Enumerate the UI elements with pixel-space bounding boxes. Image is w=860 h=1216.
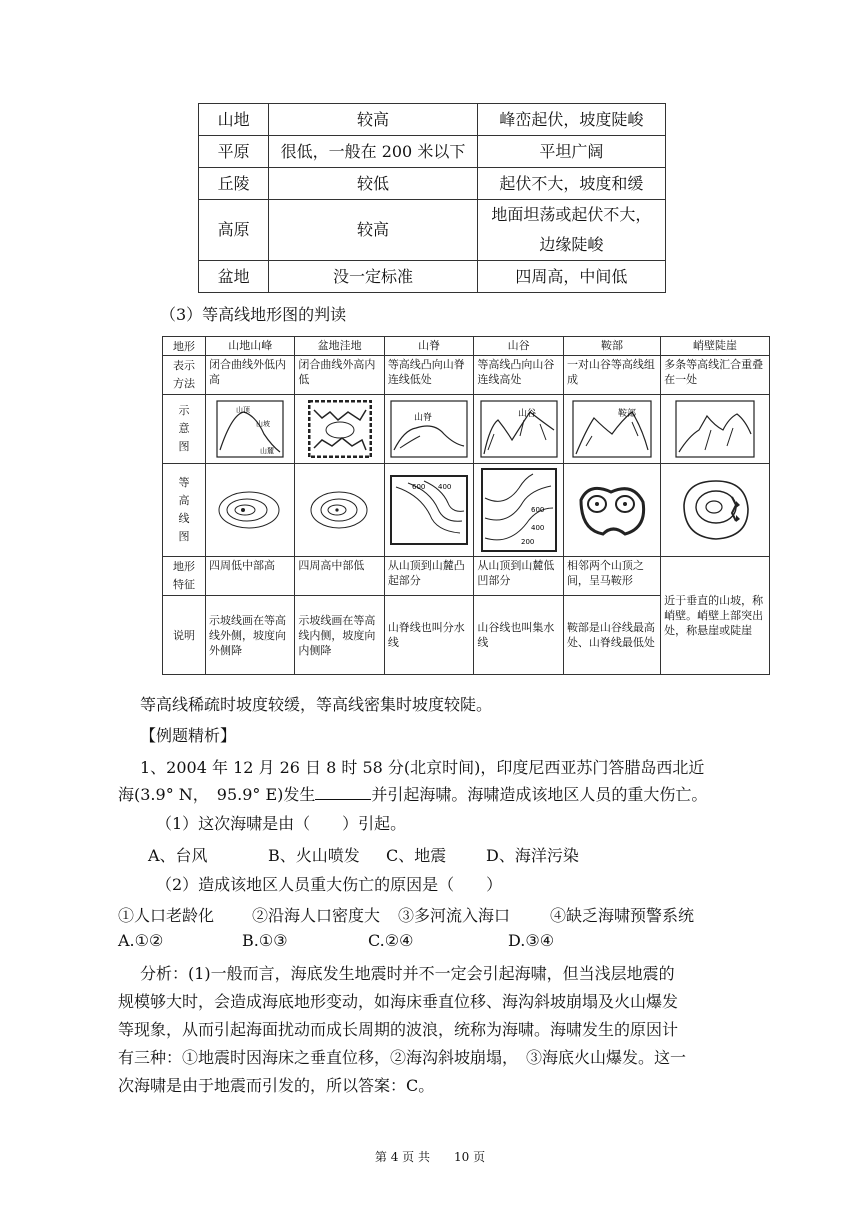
landform-name: 高原 [199, 200, 269, 261]
landform-shape-line: 地面坦荡或起伏不大， [491, 205, 652, 224]
analysis-line: 规模够大时，会造成海底地形变动，如海床垂直位移、海沟斜坡崩塌及火山爆发 [118, 992, 679, 1011]
landform-shape: 起伏不大，坡度和缓 [477, 168, 665, 200]
landform-table [198, 103, 666, 293]
basin-sketch [308, 400, 372, 458]
method-cell: 等高线凸向山谷连线高处 [474, 356, 564, 395]
note-cell: 山谷线也叫集水线 [474, 596, 564, 675]
option: D.③④ [508, 931, 555, 950]
method-row [163, 356, 770, 395]
landform-height: 较低 [269, 168, 478, 200]
col-type: 盆地洼地 [295, 337, 384, 356]
table-row [199, 136, 666, 168]
statement-list [118, 903, 770, 929]
schematic-label: 鞍部 [618, 409, 637, 419]
method-cell: 闭合曲线外高内低 [295, 356, 384, 395]
option: B.①③ [242, 931, 288, 950]
row-label-note: 说明 [163, 596, 206, 675]
row-label-schematic: 示意图 [178, 404, 190, 453]
analysis-line: 分析：(1)一般而言，海底发生地震时并不一定会引起海啸，但当浅层地震的 [140, 964, 675, 983]
section-title: （3）等高线地形图的判读 [160, 305, 347, 324]
landform-name: 山地 [199, 104, 269, 136]
method-cell: 闭合曲线外低内高 [206, 356, 295, 395]
contour-label: 600 [412, 483, 426, 491]
contour-header-row [163, 337, 770, 356]
feature-cell: 从山顶到山麓凸起部分 [384, 557, 474, 596]
landform-name: 盆地 [199, 261, 269, 293]
row-label-contour: 等高线图 [178, 476, 190, 543]
statement: ③多河流入海口 [398, 906, 511, 925]
landform-shape [477, 200, 665, 261]
analysis-line: 等现象，从而引起海面扰动而成长周期的波浪，统称为海啸。海啸发生的原因计 [118, 1020, 679, 1039]
landform-name: 丘陵 [199, 168, 269, 200]
row-label-method: 表示方法 [173, 359, 195, 390]
stem-text: 并引起海啸。海啸造成该地区人员的重大伤亡。 [371, 785, 708, 804]
landform-height: 较高 [269, 200, 478, 261]
landform-height: 很低，一般在 200 米以下 [269, 136, 478, 168]
landform-shape: 峰峦起伏，坡度陡峻 [477, 104, 665, 136]
ridge-contour-map [390, 475, 468, 545]
option: D、海洋污染 [486, 846, 579, 865]
method-cell: 一对山谷等高线组成 [563, 356, 660, 395]
note-cell: 示坡线画在等高线内侧，坡度向内侧降 [295, 596, 384, 675]
cliff-sketch [675, 400, 755, 458]
peak-contour-map [215, 482, 285, 538]
method-cell: 等高线凸向山脊连线低处 [384, 356, 474, 395]
feature-cell: 相邻两个山顶之间，呈马鞍形 [563, 557, 660, 596]
analysis-line: 有三种：①地震时因海床之垂直位移，②海沟斜坡崩塌， ③海底火山爆发。这一 [118, 1048, 687, 1067]
feature-cell: 四周低中部高 [206, 557, 295, 596]
saddle-sketch [572, 400, 652, 458]
saddle-contour-map [575, 478, 649, 542]
contour-table [162, 336, 770, 675]
statement: ①人口老龄化 [118, 906, 215, 925]
col-type: 山脊 [384, 337, 474, 356]
option: C.②④ [368, 931, 414, 950]
landform-height: 较高 [269, 104, 478, 136]
example-header: 【例题精析】 [140, 726, 237, 745]
row-label-type: 地形 [163, 337, 206, 356]
feature-cell: 近于垂直的山坡，称峭壁。峭壁上部突出处，称悬崖或陡崖 [661, 557, 770, 675]
schematic-label: 山谷 [517, 409, 536, 419]
feature-row [163, 557, 770, 596]
contour-label: 200 [520, 538, 535, 546]
answer-blank [315, 781, 371, 800]
option-list [118, 928, 770, 954]
col-type: 山地山峰 [206, 337, 295, 356]
contour-row [163, 464, 770, 557]
feature-cell: 四周高中部低 [295, 557, 384, 596]
table-row [199, 104, 666, 136]
question-stem-line: 1、2004 年 12 月 26 日 8 时 58 分(北京时间)，印度尼西亚苏门答腊岛西北近 [140, 758, 705, 777]
option: C、地震 [386, 846, 447, 865]
summary-line: 等高线稀疏时坡度较缓，等高线密集时坡度较陡。 [140, 695, 493, 714]
question-stem-line [118, 781, 770, 808]
option-list [148, 843, 579, 869]
landform-shape: 平坦广阔 [477, 136, 665, 168]
valley-contour-map [481, 468, 557, 552]
note-cell: 示坡线画在等高线外侧，坡度向外侧降 [206, 596, 295, 675]
schematic-label: 山脊 [414, 413, 433, 423]
col-type: 山谷 [474, 337, 564, 356]
option: B、火山喷发 [268, 846, 360, 865]
valley-sketch [480, 400, 558, 458]
schematic-label: 山坡 [256, 420, 271, 428]
method-cell: 多条等高线汇合重叠在一处 [661, 356, 770, 395]
contour-label: 600 [530, 506, 545, 514]
option: A.①② [118, 931, 164, 950]
landform-shape: 四周高，中间低 [477, 261, 665, 293]
landform-shape-line: 边缘陡峻 [539, 235, 604, 254]
col-type: 鞍部 [563, 337, 660, 356]
page-footer: 第 4 页 共 10 页 [374, 1150, 486, 1164]
feature-cell: 从山顶到山麓低凹部分 [474, 557, 564, 596]
analysis-line: 次海啸是由于地震而引发的，所以答案：C。 [118, 1076, 435, 1095]
contour-label: 400 [530, 524, 545, 532]
col-type: 峭壁陡崖 [661, 337, 770, 356]
row-label-feature: 地形特征 [173, 560, 195, 591]
stem-text: 海(3.9° N， 95.9° E)发生 [118, 785, 316, 804]
note-cell: 鞍部是山谷线最高处、山脊线最低处 [563, 596, 660, 675]
table-row [199, 200, 666, 261]
table-row [199, 168, 666, 200]
statement: ④缺乏海啸预警系统 [550, 906, 695, 925]
contour-label: 400 [438, 483, 452, 491]
cliff-contour-map [676, 475, 754, 545]
basin-contour-map [305, 482, 375, 538]
schematic-row [163, 395, 770, 464]
option: A、台风 [148, 846, 208, 865]
statement: ②沿海人口密度大 [252, 906, 381, 925]
sub-question: （2）造成该地区人员重大伤亡的原因是（ ） [156, 875, 503, 894]
note-cell: 山脊线也叫分水线 [384, 596, 474, 675]
schematic-label: 山顶 [236, 406, 251, 414]
ridge-sketch [390, 400, 468, 458]
mountain-peak-sketch [216, 400, 284, 458]
schematic-label: 山麓 [260, 447, 275, 455]
sub-question: （1）这次海啸是由（ ）引起。 [156, 814, 407, 833]
landform-height: 没一定标准 [269, 261, 478, 293]
landform-name: 平原 [199, 136, 269, 168]
table-row [199, 261, 666, 293]
